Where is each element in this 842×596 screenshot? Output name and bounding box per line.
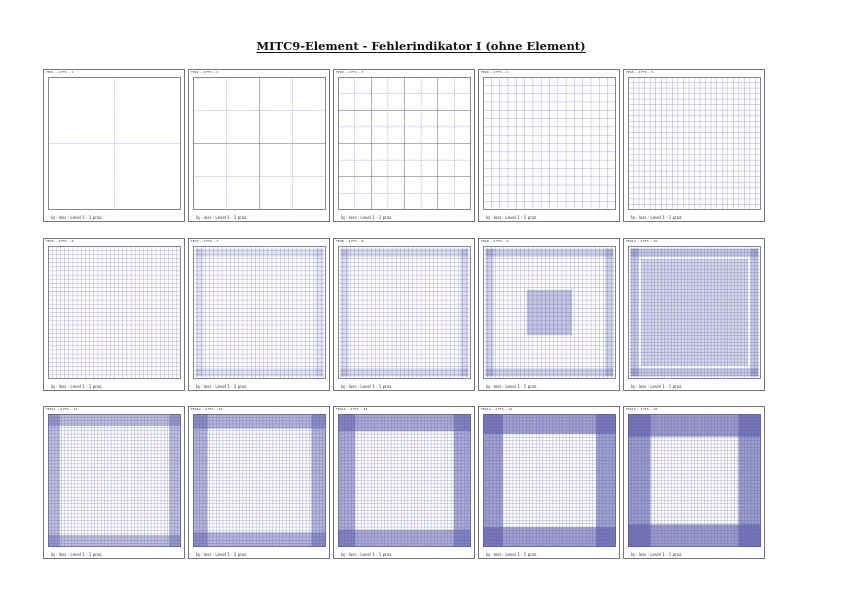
panel-header: TEX3 ... 2 FTS ... 3 bbox=[336, 70, 364, 74]
panel-footer: Iq - loss - Level 1 - 1 proz. bbox=[631, 384, 683, 389]
mesh-plot bbox=[48, 414, 181, 547]
mesh-plot bbox=[193, 77, 326, 210]
panel-footer: Iq - loss - Level 1 - 1 proz. bbox=[196, 215, 248, 220]
panel-footer: Iq - loss - Level 1 - 1 proz. bbox=[631, 215, 683, 220]
mesh-plot bbox=[483, 414, 616, 547]
mesh-panel bbox=[623, 238, 765, 391]
panel-footer: Iq - loss - Level 1 - 1 proz. bbox=[486, 215, 538, 220]
mesh-plot bbox=[338, 77, 471, 210]
panel-header: TEX15 ... 2 FTS ... 15 bbox=[626, 407, 658, 411]
panel-footer: Iq - loss - Level 1 - 1 proz. bbox=[631, 552, 683, 557]
panel-header: TEX12 ... 2 FTS ... 12 bbox=[191, 407, 223, 411]
panel-header: TEX8 ... 2 FTS ... 8 bbox=[336, 239, 364, 243]
mesh-plot bbox=[628, 77, 761, 210]
mesh-panel bbox=[478, 406, 620, 559]
mesh-plot bbox=[628, 246, 761, 379]
panel-footer: Iq - loss - Level 1 - 1 proz. bbox=[486, 384, 538, 389]
mesh-plot bbox=[193, 414, 326, 547]
mesh-plot bbox=[338, 414, 471, 547]
panel-header: TEX4 ... 2 FTS ... 4 bbox=[481, 70, 509, 74]
panel-header: TEX11 ... 2 FTS ... 11 bbox=[46, 407, 78, 411]
panel-footer: Iq - loss - Level 1 - 1 proz. bbox=[196, 552, 248, 557]
mesh-panel bbox=[333, 238, 475, 391]
mesh-panel bbox=[623, 406, 765, 559]
panel-header: TEX14 ... 2 FTS ... 14 bbox=[481, 407, 513, 411]
panel-header: TEX5 ... 2 FTS ... 5 bbox=[626, 70, 654, 74]
panel-header: TEX7 ... 2 FTS ... 7 bbox=[191, 239, 219, 243]
panel-footer: Iq - loss - Level 1 - 1 proz. bbox=[341, 215, 393, 220]
panel-header: TEX9 ... 2 FTS ... 9 bbox=[481, 239, 509, 243]
page-title: MITC9-Element - Fehlerindikator I (ohne Element) bbox=[256, 39, 586, 53]
mesh-plot bbox=[338, 246, 471, 379]
panel-header: TEX1 ... 2 FTS ... 1 bbox=[46, 70, 74, 74]
mesh-plot bbox=[48, 246, 181, 379]
panel-header: TEX2 ... 2 FTS ... 2 bbox=[191, 70, 219, 74]
mesh-panel bbox=[188, 238, 330, 391]
mesh-panel bbox=[43, 69, 185, 222]
panel-footer: Iq - loss - Level 1 - 1 proz. bbox=[341, 384, 393, 389]
mesh-plot bbox=[193, 246, 326, 379]
mesh-panel bbox=[188, 406, 330, 559]
panel-footer: Iq - loss - Level 1 - 1 proz. bbox=[51, 384, 103, 389]
panel-footer: Iq - loss - Level 1 - 1 proz. bbox=[196, 384, 248, 389]
mesh-panel bbox=[188, 69, 330, 222]
panel-footer: Iq - loss - Level 1 - 1 proz. bbox=[51, 215, 103, 220]
mesh-plot bbox=[628, 414, 761, 547]
mesh-plot bbox=[483, 77, 616, 210]
mesh-panel bbox=[478, 238, 620, 391]
mesh-plot bbox=[483, 246, 616, 379]
panel-header: TEX10 ... 2 FTS ... 10 bbox=[626, 239, 658, 243]
mesh-panel bbox=[43, 238, 185, 391]
panel-header: TEX13 ... 2 FTS ... 13 bbox=[336, 407, 368, 411]
mesh-plot bbox=[48, 77, 181, 210]
panel-footer: Iq - loss - Level 1 - 1 proz. bbox=[486, 552, 538, 557]
mesh-panel bbox=[43, 406, 185, 559]
mesh-panel bbox=[623, 69, 765, 222]
panel-footer: Iq - loss - Level 1 - 1 proz. bbox=[51, 552, 103, 557]
mesh-panel bbox=[333, 69, 475, 222]
mesh-panel bbox=[478, 69, 620, 222]
mesh-panel bbox=[333, 406, 475, 559]
panel-footer: Iq - loss - Level 1 - 1 proz. bbox=[341, 552, 393, 557]
panel-header: TEX6 ... 2 FTS ... 6 bbox=[46, 239, 74, 243]
